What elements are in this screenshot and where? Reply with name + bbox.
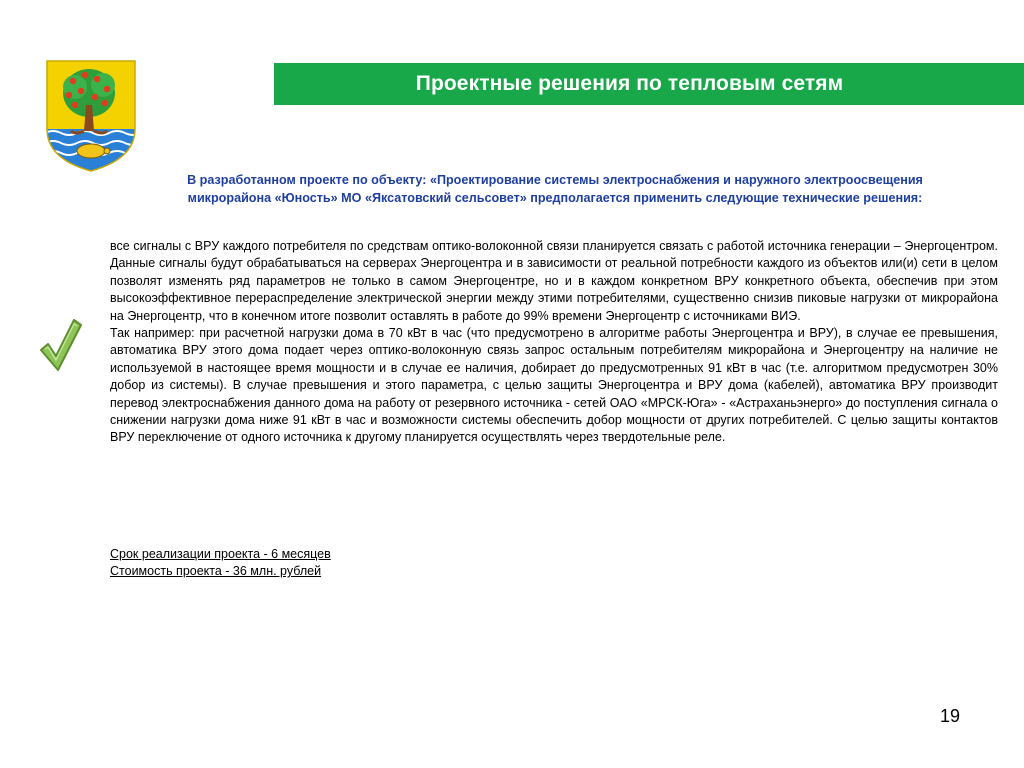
- body-paragraph-1: все сигналы с ВРУ каждого потребителя по средствам оптико-волоконной связи планируется связать с работой источника генерации – Энергоцентром. Данные сигналы будут обрабатываться на серверах Энергоцентра и в зависимости от реальной потребности каждого из объектов или(и) сети в целом позволят изменять ряд параметров не только в самом Энергоцентре, но и в каждом конкретном ВРУ конкретного объекта, обеспечив при этом высокоэффективное перераспределение электрической энергии между этими потребителями, существенно снизив пиковые нагрузки от микрорайона на Энергоцентр, что в конечном итоге позволит оставлять в работе до 99% времени Энергоцентр с источниками ВИЭ.: [110, 239, 998, 323]
- body-paragraph-2: Так например: при расчетной нагрузки дома в 70 кВт в час (что предусмотрено в алгоритме работы Энергоцентра и ВРУ), в случае ее превышения, автоматика ВРУ этого дома подает через оптико-волоконную связь запрос остальным потребителям микрорайона и Энергоцентру на наличие не используемой в настоящее время мощности и в случае ее наличия, добирает до предусмотренных 91 кВт в час (т.е. алгоритмом предусмотрен 30% добор из системы). В случае превышения и этого параметра, с целью защиты Энергоцентра и ВРУ дома (кабелей), автоматика ВРУ производит перевод электроснабжения данного дома на работу от резервного источника - сетей ОАО «МРСК-Юга» - «Астраханьэнерго» до поступления сигнала о снижении нагрузки дома ниже 91 кВт в час и возможности системы обеспечить добор мощности от других потребителей. С целью защиты контактов ВРУ переключение от одного источника к другому планируется осуществлять через твердотельные реле.: [110, 326, 998, 445]
- subtitle-line-1: В разработанном проекте по объекту: «Проектирование системы электроснабжения и наружного электроосвещения: [187, 173, 923, 187]
- subtitle: [120, 171, 990, 207]
- project-summary: [110, 546, 331, 581]
- coat-of-arms-icon: [45, 59, 137, 173]
- page-number: 19: [940, 706, 961, 726]
- subtitle-line-2: микрорайона «Юность» МО «Яксатовский сельсовет» предполагается применить следующие технические решения:: [187, 191, 923, 205]
- project-duration: Срок реализации проекта - 6 месяцев: [110, 547, 331, 561]
- body-text: [110, 238, 998, 447]
- page-title: Проектные решения по тепловым сетям: [415, 72, 844, 95]
- checkmark-icon: [38, 316, 82, 374]
- title-bar: [274, 63, 1024, 105]
- project-cost: Стоимость проекта - 36 млн. рублей: [110, 564, 322, 579]
